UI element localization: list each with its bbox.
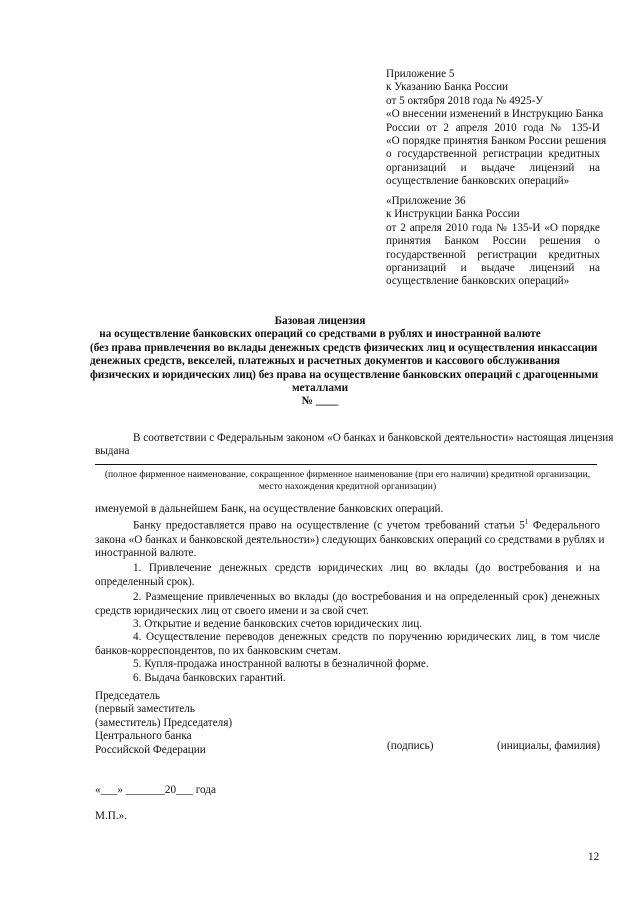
appendix-5-line: «О порядке принятия Банком России решения: [386, 135, 607, 148]
title-line: физических и юридических лиц) без права на осуществление банковских операций с драгоценными: [90, 368, 599, 381]
appendix-5-line: к Указанию Банка России: [386, 81, 509, 94]
license-number: № ____: [301, 395, 339, 408]
body-line: 6. Выдача банковских гарантий.: [133, 671, 286, 684]
body-line: иностранной валюте.: [95, 546, 197, 559]
stamp-mark: М.П.».: [95, 810, 128, 822]
title-line: (без права привлечения во вклады денежных средств физических лиц и осуществления инкассации: [90, 341, 598, 354]
appendix-36-line: организаций и выдаче лицензий на: [386, 262, 600, 275]
caption-line: (полное фирменное наименование, сокращенное фирменное наименование (при его наличии) кредитной организации,: [104, 469, 591, 480]
name-label: (инициалы, фамилия): [497, 740, 601, 752]
body-line: средств юридических лиц от своего имени и за свой счет.: [95, 604, 369, 617]
appendix-36-line: осуществление банковских операций»: [386, 275, 570, 288]
body-line: 4. Осуществление переводов денежных средств по поручению юридических лиц, в том числе: [133, 631, 600, 644]
signature-label: (подпись): [387, 740, 434, 752]
appendix-5-line: Приложение 5: [386, 68, 455, 80]
appendix-36-line: от 2 апреля 2010 года № 135-И «О порядке: [386, 221, 600, 234]
body-line: 1. Привлечение денежных средств юридических лиц во вклады (до востребования и на: [133, 562, 600, 575]
appendix-5-line: организаций и выдаче лицензий на: [386, 161, 600, 174]
body-line: 3. Открытие и ведение банковских счетов юридических лиц.: [133, 617, 423, 630]
appendix-5-line: от 5 октября 2018 года № 4925-У: [386, 94, 544, 107]
appendix-5-line: «О внесении изменений в Инструкцию Банка: [386, 108, 604, 121]
title-line: металлами: [291, 382, 349, 395]
body-line: 2. Размещение привлеченных во вклады (до востребования и на определенный срок) денежных: [133, 591, 600, 604]
organization-name-caption: [90, 469, 605, 493]
license-title: [90, 315, 599, 409]
grant-superscript: 1: [524, 518, 529, 527]
body-line: определенный срок).: [95, 575, 195, 588]
title-line: денежных средств, векселей, платежных и расчетных документов и кассового обслуживания: [90, 355, 560, 368]
signatory-block: [95, 690, 232, 757]
caption-line: место нахождения кредитной организации): [258, 481, 437, 492]
body-line: 5. Купля-продажа иностранной валюты в безналичной форме.: [133, 658, 429, 671]
appendix-36-header: [386, 195, 600, 289]
date-line: «___» _______20___ года: [95, 784, 216, 796]
appendix-36-line: «Приложение 36: [386, 195, 466, 207]
grant-text: Федерального: [528, 520, 600, 533]
intro-line: выдана: [95, 445, 130, 458]
signatory-line: Центрального банка: [95, 730, 192, 743]
title-line: Базовая лицензия: [274, 315, 366, 327]
title-line: на осуществление банковских операций со средствами в рублях и иностранной валюте: [99, 328, 541, 341]
signatory-line: Российской Федерации: [95, 743, 206, 756]
signatory-line: (заместитель) Председателя): [95, 716, 233, 729]
page-number: 12: [588, 851, 600, 863]
appendix-5-header: [386, 68, 607, 189]
appendix-5-line: России от 2 апреля 2010 года № 135-И: [386, 121, 600, 134]
appendix-36-line: к Инструкции Банка России: [386, 208, 520, 221]
organization-name-blank-line: [95, 464, 597, 465]
license-body: [95, 503, 605, 685]
signatory-line: Председатель: [95, 690, 161, 702]
body-line: именуемой в дальнейшем Банк, на осуществление банковских операций.: [95, 503, 444, 515]
grant-text: Банку предоставляется право на осуществление (с учетом требований статьи 5: [133, 520, 525, 533]
intro-line: В соответствии с Федеральным законом «О банках и банковской деятельности» настоящая лицензия: [133, 432, 614, 444]
appendix-5-line: осуществление банковских операций»: [386, 175, 570, 188]
signatory-line: (первый заместитель: [95, 703, 195, 716]
body-line: [95, 516, 600, 533]
appendix-5-line: о государственной регистрации кредитных: [386, 148, 600, 161]
body-line: банков-корреспондентов, по их банковским счетам.: [95, 644, 341, 657]
intro-paragraph: [95, 432, 614, 459]
appendix-36-line: принятия Банком России решения о: [386, 235, 600, 248]
appendix-36-line: государственной регистрации кредитных: [386, 248, 600, 261]
body-line: закона «О банках и банковской деятельности») следующих банковских операций со средствами в рублях и: [95, 533, 605, 546]
